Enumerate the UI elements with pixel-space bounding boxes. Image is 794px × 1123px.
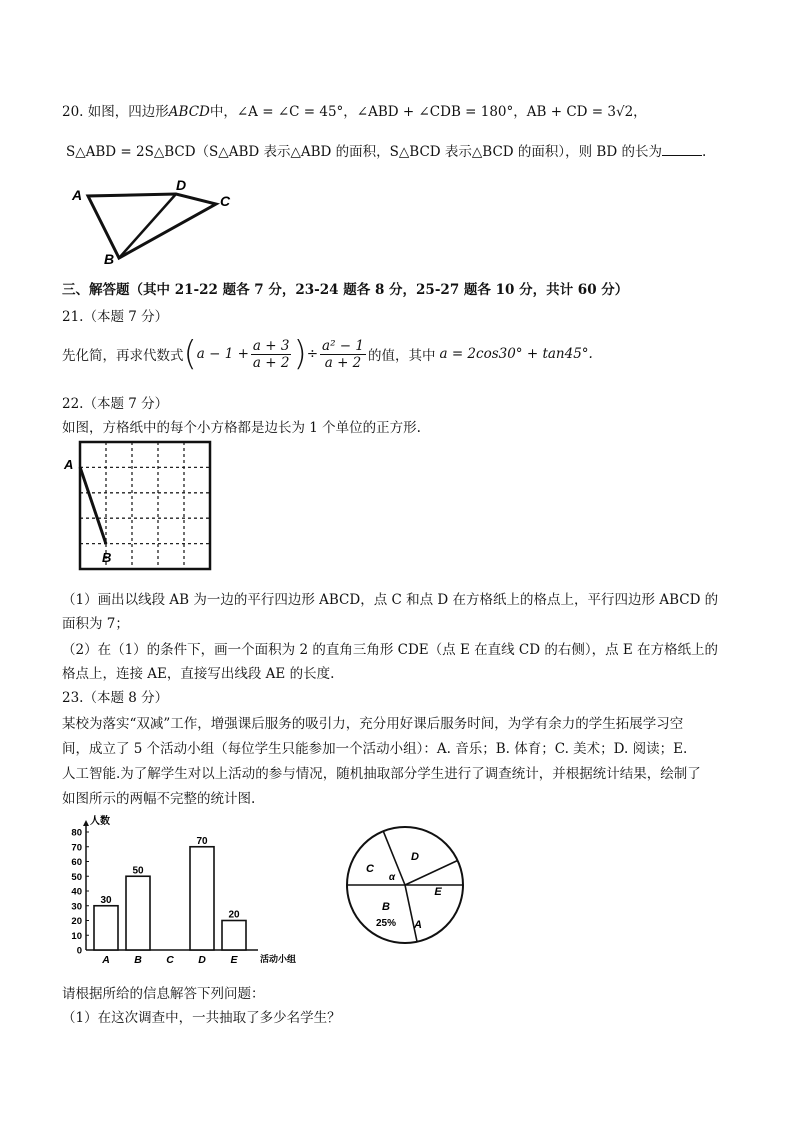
q22-intro: 如图，方格纸中的每个小方格都是边长为 1 个单位的正方形.: [62, 420, 421, 436]
bar-value-label: 30: [100, 894, 112, 906]
q23-sub1: （1）在这次调查中，一共抽取了多少名学生？: [62, 1010, 341, 1026]
x-axis-label: 活动小组: [260, 954, 297, 964]
y-tick-label: 50: [71, 871, 82, 883]
bar-value-label: 70: [196, 835, 208, 847]
q20-period: .: [701, 144, 707, 160]
q20-text-b: 中，∠A = ∠C = 45°，∠ABD + ∠CDB = 180°，AB + CD = 3√2，: [209, 104, 647, 120]
q20-line1: [62, 100, 647, 120]
diagonal-bd: [119, 194, 176, 258]
x-tick-label: A: [102, 954, 110, 966]
frac1-num: a + 3: [252, 337, 290, 354]
q23-line3: 人工智能.为了解学生对以上活动的参与情况，随机抽取部分学生进行了调查统计，并根据统计结果，绘制了: [62, 766, 701, 782]
y-axis-label: 人数: [90, 816, 110, 827]
q20-abcd: ABCD: [168, 104, 210, 120]
section-title: 三、解答题（其中 21-22 题各 7 分，23-24 题各 8 分，25-27 题各 10 分，共计 60 分）: [62, 282, 629, 298]
q23-line2: 间，成立了 5 个活动小组（每位学生只能参加一个活动小组）：A. 音乐；B. 体育；C. 美术；D. 阅读；E.: [62, 741, 688, 757]
frac2-num: a² − 1: [322, 337, 364, 354]
x-tick-label: D: [198, 954, 206, 966]
frac1-den: a + 2: [252, 354, 290, 371]
bar-value-label: 50: [132, 865, 144, 877]
q20-number: 20.: [62, 104, 84, 120]
pie-label-d: D: [411, 851, 419, 863]
answer-blank: [662, 143, 702, 156]
fraction-1: [251, 338, 292, 371]
q23-header: 23.（本题 8 分）: [62, 690, 169, 706]
bar-E: [222, 921, 246, 951]
y-tick-label: 20: [71, 916, 82, 927]
q22-part2-line2: 格点上，连接 AE，直接写出线段 AE 的长度.: [62, 666, 335, 682]
q21-header: 21.（本题 7 分）: [62, 309, 169, 325]
grid-lines: [80, 442, 210, 569]
x-tick-label: E: [230, 954, 238, 966]
x-tick-label: C: [166, 954, 174, 966]
q22-part1-line1: （1）画出以线段 AB 为一边的平行四边形 ABCD，点 C 和点 D 在方格纸上的格点上，平行四边形 ABCD 的: [62, 592, 719, 608]
pie-label-b: B: [382, 901, 390, 913]
q21-expression: [62, 334, 593, 374]
grid-border: [80, 442, 210, 569]
y-tick-label: 80: [71, 827, 82, 839]
pie-label-e: E: [434, 886, 442, 898]
quadrilateral-abcd: [88, 194, 216, 258]
pie-label-b-percent: 25%: [375, 918, 397, 929]
pie-label-c: C: [366, 863, 374, 875]
pie-angle-label: α: [388, 872, 396, 883]
y-tick-label: 0: [76, 945, 82, 957]
bar-A: [94, 906, 118, 950]
q20-text-c: S△ABD = 2S△BCD（S△ABD 表示△ABD 的面积，S△BCD 表示△BCD 的面积），则 BD 的长为: [66, 144, 662, 160]
q20-figure: [66, 176, 246, 266]
bar-B: [126, 876, 150, 950]
q22-grid-figure: [62, 438, 222, 578]
label-d: D: [176, 177, 187, 193]
q20-line2: [66, 140, 706, 160]
q23-line4: 如图所示的两幅不完整的统计图.: [62, 791, 256, 807]
pie-label-a: A: [414, 919, 422, 931]
q21-intro: 先化简，再求代数式: [62, 348, 184, 364]
y-tick-label: 60: [71, 857, 82, 868]
left-paren: (: [183, 334, 197, 374]
right-paren: ): [293, 334, 307, 374]
bar-chart: [62, 808, 312, 970]
q22-part2-line1: （2）在（1）的条件下，画一个面积为 2 的直角三角形 CDE（点 E 在直线 CD 的右侧），点 E 在方格纸上的: [62, 642, 719, 658]
fraction-2: [320, 338, 366, 371]
q23-line1: 某校为落实“双减”工作，增强课后服务的吸引力，充分用好课后服务时间，为学有余力的学生拓展学习空: [62, 716, 684, 732]
y-tick-label: 10: [71, 930, 82, 942]
grid-label-a: A: [64, 457, 74, 472]
q20-text-a: 如图，四边形: [87, 104, 169, 120]
pie-chart: [340, 820, 470, 950]
bar-value-label: 20: [228, 909, 240, 921]
q21-tail-b: a = 2cos30° + tan45°.: [439, 346, 593, 362]
expr-start: a − 1 +: [196, 346, 249, 362]
label-b: B: [104, 251, 115, 266]
frac2-den: a + 2: [324, 354, 362, 371]
grid-label-b: B: [102, 550, 112, 565]
y-tick-label: 30: [71, 901, 82, 913]
label-a: A: [72, 187, 83, 203]
bar-D: [190, 847, 214, 950]
q23-after: 请根据所给的信息解答下列问题：: [62, 986, 265, 1002]
q21-tail-a: 的值，其中: [367, 348, 436, 364]
divide-sign: ÷: [306, 346, 319, 362]
y-axis-arrow: [83, 820, 89, 826]
segment-ab: [80, 467, 106, 544]
q22-header: 22.（本题 7 分）: [62, 396, 169, 412]
q22-part1-line2: 面积为 7；: [62, 616, 129, 632]
y-tick-label: 70: [71, 842, 82, 854]
x-tick-label: B: [134, 954, 142, 966]
label-c: C: [220, 193, 231, 209]
y-tick-label: 40: [71, 886, 82, 898]
